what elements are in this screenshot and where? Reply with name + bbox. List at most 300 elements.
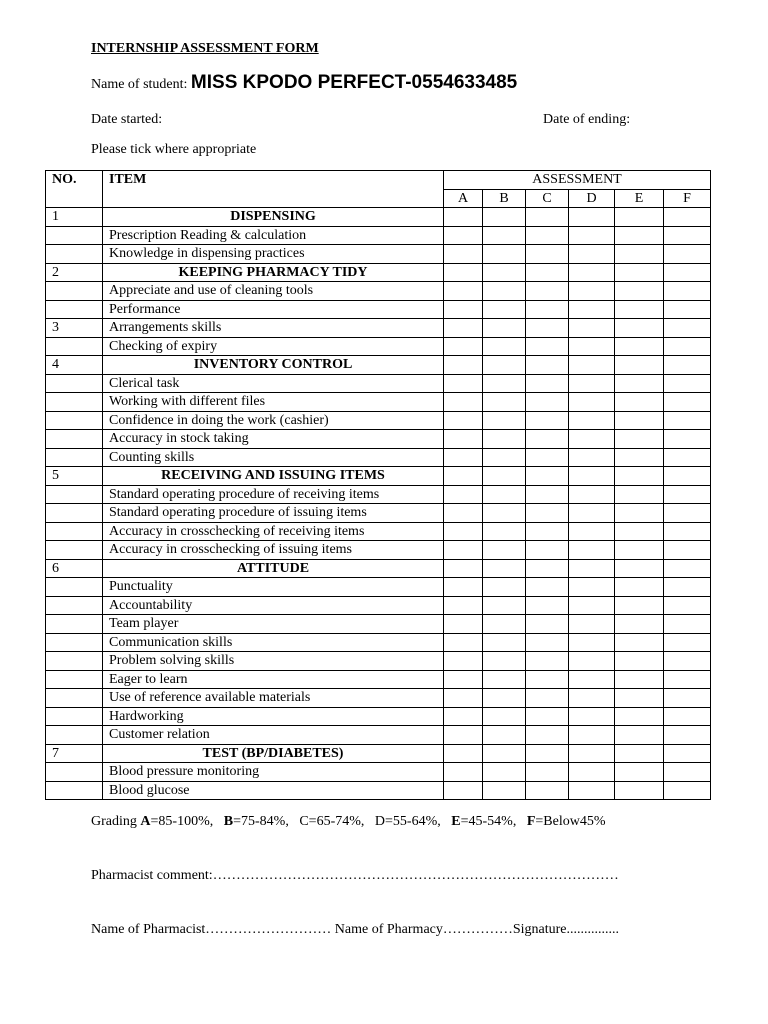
grade-cell-d[interactable] [569, 282, 615, 301]
grade-cell-d[interactable] [569, 522, 615, 541]
grade-cell-c[interactable] [526, 319, 569, 338]
table-row [46, 578, 711, 597]
grade-cell-b[interactable] [483, 763, 526, 782]
grade-letter-a: A [140, 814, 151, 829]
grade-cell-b[interactable] [483, 615, 526, 634]
grade-cell-f[interactable] [664, 300, 711, 319]
grade-cell-d[interactable] [569, 763, 615, 782]
section-row [46, 356, 711, 375]
grade-cell-e[interactable] [615, 504, 664, 523]
grade-range-a: =85-100%, [150, 814, 214, 829]
column-header-assessment: ASSESSMENT [444, 171, 711, 190]
grade-cell-d[interactable] [569, 652, 615, 671]
grade-cell-d[interactable] [569, 245, 615, 264]
row-number: 7 [46, 744, 103, 763]
grade-cell-a[interactable] [444, 374, 483, 393]
grade-cell-d[interactable] [569, 559, 615, 578]
grade-cell-f[interactable] [664, 652, 711, 671]
row-number [46, 652, 103, 671]
grade-cell-b[interactable] [483, 726, 526, 745]
grade-cell-a[interactable] [444, 319, 483, 338]
grade-cell-d[interactable] [569, 208, 615, 227]
grade-range-b: =75-84%, [233, 814, 289, 829]
grade-cell-a[interactable] [444, 448, 483, 467]
grade-cell-e[interactable] [615, 652, 664, 671]
grade-cell-c[interactable] [526, 337, 569, 356]
grade-cell-b[interactable] [483, 707, 526, 726]
grade-cell-e[interactable] [615, 245, 664, 264]
grade-cell-b[interactable] [483, 689, 526, 708]
grade-cell-f[interactable] [664, 763, 711, 782]
grade-cell-f[interactable] [664, 430, 711, 449]
item-label: Counting skills [103, 448, 444, 467]
grade-cell-a[interactable] [444, 226, 483, 245]
grade-cell-c[interactable] [526, 726, 569, 745]
section-heading: TEST (BP/DIABETES) [103, 744, 444, 763]
grade-cell-f[interactable] [664, 578, 711, 597]
grade-cell-b[interactable] [483, 522, 526, 541]
grade-cell-a[interactable] [444, 707, 483, 726]
item-label: Blood pressure monitoring [103, 763, 444, 782]
item-label: Performance [103, 300, 444, 319]
grade-cell-d[interactable] [569, 707, 615, 726]
grade-cell-f[interactable] [664, 781, 711, 800]
grade-cell-f[interactable] [664, 504, 711, 523]
grade-cell-b[interactable] [483, 226, 526, 245]
column-header-no: NO. [46, 171, 103, 208]
grade-cell-b[interactable] [483, 633, 526, 652]
item-label: Standard operating procedure of receiving items [103, 485, 444, 504]
table-row [46, 726, 711, 745]
grade-cell-c[interactable] [526, 763, 569, 782]
grade-cell-a[interactable] [444, 670, 483, 689]
grade-cell-c[interactable] [526, 300, 569, 319]
table-row [46, 337, 711, 356]
grade-cell-f[interactable] [664, 689, 711, 708]
grade-letter-e: E [451, 814, 461, 829]
grade-cell-b[interactable] [483, 319, 526, 338]
grade-cell-e[interactable] [615, 467, 664, 486]
grade-cell-d[interactable] [569, 744, 615, 763]
grade-range-d: =55-64%, [385, 814, 441, 829]
grade-cell-a[interactable] [444, 504, 483, 523]
grade-cell-e[interactable] [615, 356, 664, 375]
grade-cell-c[interactable] [526, 282, 569, 301]
grade-cell-a[interactable] [444, 763, 483, 782]
row-number [46, 430, 103, 449]
grade-cell-c[interactable] [526, 670, 569, 689]
grade-cell-f[interactable] [664, 226, 711, 245]
grade-cell-d[interactable] [569, 430, 615, 449]
item-label: Clerical task [103, 374, 444, 393]
table-row [46, 226, 711, 245]
item-label: Appreciate and use of cleaning tools [103, 282, 444, 301]
table-row [46, 615, 711, 634]
grade-cell-e[interactable] [615, 430, 664, 449]
grade-cell-b[interactable] [483, 374, 526, 393]
table-row [46, 781, 711, 800]
grade-cell-b[interactable] [483, 356, 526, 375]
grade-cell-e[interactable] [615, 726, 664, 745]
grade-cell-c[interactable] [526, 596, 569, 615]
grade-cell-b[interactable] [483, 448, 526, 467]
item-label: Use of reference available materials [103, 689, 444, 708]
grade-cell-a[interactable] [444, 245, 483, 264]
grade-cell-b[interactable] [483, 541, 526, 560]
grade-cell-a[interactable] [444, 744, 483, 763]
grade-cell-e[interactable] [615, 522, 664, 541]
row-number [46, 337, 103, 356]
grade-cell-f[interactable] [664, 633, 711, 652]
grade-cell-b[interactable] [483, 393, 526, 412]
grade-cell-f[interactable] [664, 263, 711, 282]
table-row [46, 485, 711, 504]
grade-header-d: D [569, 189, 615, 208]
grade-cell-b[interactable] [483, 411, 526, 430]
grade-cell-c[interactable] [526, 448, 569, 467]
assessment-table [45, 170, 711, 800]
grade-cell-d[interactable] [569, 615, 615, 634]
row-number [46, 226, 103, 245]
table-row [46, 670, 711, 689]
grade-cell-d[interactable] [569, 448, 615, 467]
grade-cell-d[interactable] [569, 541, 615, 560]
section-heading: DISPENSING [103, 208, 444, 227]
row-number: 6 [46, 559, 103, 578]
item-label: Standard operating procedure of issuing items [103, 504, 444, 523]
grade-cell-d[interactable] [569, 393, 615, 412]
grade-header-c: C [526, 189, 569, 208]
grade-cell-c[interactable] [526, 615, 569, 634]
grade-cell-a[interactable] [444, 263, 483, 282]
grade-cell-e[interactable] [615, 541, 664, 560]
grade-cell-a[interactable] [444, 726, 483, 745]
grade-cell-a[interactable] [444, 578, 483, 597]
grade-cell-b[interactable] [483, 208, 526, 227]
table-row [46, 522, 711, 541]
row-number [46, 781, 103, 800]
grade-cell-c[interactable] [526, 744, 569, 763]
grade-cell-d[interactable] [569, 781, 615, 800]
grade-cell-d[interactable] [569, 226, 615, 245]
row-number [46, 596, 103, 615]
section-heading: KEEPING PHARMACY TIDY [103, 263, 444, 282]
row-number [46, 504, 103, 523]
grading-legend [91, 814, 606, 830]
grade-cell-b[interactable] [483, 652, 526, 671]
grade-cell-d[interactable] [569, 356, 615, 375]
grade-cell-e[interactable] [615, 689, 664, 708]
pharmacist-comment-line: Pharmacist comment:…………………………………………………………………………… [91, 868, 619, 883]
grade-cell-c[interactable] [526, 263, 569, 282]
grade-cell-a[interactable] [444, 559, 483, 578]
grade-cell-d[interactable] [569, 300, 615, 319]
grade-cell-f[interactable] [664, 726, 711, 745]
grade-letter-d: D [374, 814, 386, 829]
item-label: Problem solving skills [103, 652, 444, 671]
grade-cell-d[interactable] [569, 485, 615, 504]
table-row [46, 504, 711, 523]
form-title: INTERNSHIP ASSESSMENT FORM [91, 41, 319, 56]
grade-cell-c[interactable] [526, 226, 569, 245]
item-label: Punctuality [103, 578, 444, 597]
grade-cell-b[interactable] [483, 485, 526, 504]
row-number [46, 411, 103, 430]
grade-cell-a[interactable] [444, 430, 483, 449]
grade-cell-f[interactable] [664, 522, 711, 541]
grade-cell-e[interactable] [615, 282, 664, 301]
grade-range-c: =65-74%, [308, 814, 365, 829]
row-number [46, 633, 103, 652]
section-heading: ATTITUDE [103, 559, 444, 578]
grade-cell-e[interactable] [615, 615, 664, 634]
grade-cell-c[interactable] [526, 707, 569, 726]
item-label: Accuracy in crosschecking of receiving items [103, 522, 444, 541]
row-number [46, 615, 103, 634]
grade-cell-a[interactable] [444, 781, 483, 800]
grade-cell-b[interactable] [483, 300, 526, 319]
grade-cell-a[interactable] [444, 467, 483, 486]
grade-cell-f[interactable] [664, 670, 711, 689]
grade-cell-e[interactable] [615, 670, 664, 689]
grade-cell-d[interactable] [569, 689, 615, 708]
grade-cell-f[interactable] [664, 707, 711, 726]
item-label: Eager to learn [103, 670, 444, 689]
grade-cell-b[interactable] [483, 559, 526, 578]
grade-cell-a[interactable] [444, 208, 483, 227]
grade-cell-b[interactable] [483, 263, 526, 282]
grade-cell-b[interactable] [483, 245, 526, 264]
pharmacist-signature-line: Name of Pharmacist……………………… Name of Pharmacy……………Signature............... [91, 922, 620, 937]
grade-cell-b[interactable] [483, 744, 526, 763]
grade-header-b: B [483, 189, 526, 208]
grade-cell-a[interactable] [444, 615, 483, 634]
row-number: 3 [46, 319, 103, 338]
row-number [46, 374, 103, 393]
grade-cell-f[interactable] [664, 485, 711, 504]
grade-cell-f[interactable] [664, 319, 711, 338]
grade-cell-e[interactable] [615, 707, 664, 726]
grade-cell-f[interactable] [664, 615, 711, 634]
student-name-label: Name of student: [91, 77, 191, 92]
grade-cell-a[interactable] [444, 393, 483, 412]
grade-cell-b[interactable] [483, 282, 526, 301]
grade-cell-c[interactable] [526, 633, 569, 652]
grade-cell-d[interactable] [569, 319, 615, 338]
row-number: 5 [46, 467, 103, 486]
table-row [46, 541, 711, 560]
row-number [46, 448, 103, 467]
grade-cell-b[interactable] [483, 430, 526, 449]
grade-cell-b[interactable] [483, 467, 526, 486]
grade-cell-a[interactable] [444, 652, 483, 671]
instruction-text: Please tick where appropriate [91, 142, 257, 157]
table-row [46, 596, 711, 615]
grade-cell-e[interactable] [615, 393, 664, 412]
section-row [46, 208, 711, 227]
item-label: Blood glucose [103, 781, 444, 800]
item-label: Working with different files [103, 393, 444, 412]
grade-cell-d[interactable] [569, 467, 615, 486]
grade-cell-d[interactable] [569, 504, 615, 523]
grade-cell-d[interactable] [569, 578, 615, 597]
row-number [46, 763, 103, 782]
grade-cell-e[interactable] [615, 763, 664, 782]
grade-cell-f[interactable] [664, 245, 711, 264]
row-number: 1 [46, 208, 103, 227]
table-row [46, 282, 711, 301]
grade-cell-b[interactable] [483, 781, 526, 800]
grade-cell-e[interactable] [615, 596, 664, 615]
grade-cell-f[interactable] [664, 282, 711, 301]
grade-cell-c[interactable] [526, 559, 569, 578]
date-ending-label: Date of ending: [543, 112, 631, 127]
section-heading: INVENTORY CONTROL [103, 356, 444, 375]
item-label: Hardworking [103, 707, 444, 726]
grade-cell-f[interactable] [664, 411, 711, 430]
grade-cell-d[interactable] [569, 411, 615, 430]
grade-cell-f[interactable] [664, 559, 711, 578]
grade-cell-f[interactable] [664, 337, 711, 356]
grade-cell-c[interactable] [526, 522, 569, 541]
table-row [46, 245, 711, 264]
grade-cell-c[interactable] [526, 652, 569, 671]
grade-cell-e[interactable] [615, 411, 664, 430]
table-row [46, 319, 711, 338]
grade-cell-f[interactable] [664, 208, 711, 227]
grade-letter-c: C [299, 814, 309, 829]
grade-cell-c[interactable] [526, 208, 569, 227]
grade-cell-c[interactable] [526, 356, 569, 375]
row-number [46, 485, 103, 504]
grade-cell-f[interactable] [664, 448, 711, 467]
item-label: Accuracy in stock taking [103, 430, 444, 449]
table-row [46, 430, 711, 449]
grade-header-e: E [615, 189, 664, 208]
grade-letter-f: F [526, 814, 536, 829]
grade-cell-c[interactable] [526, 541, 569, 560]
item-label: Communication skills [103, 633, 444, 652]
table-row [46, 411, 711, 430]
row-number: 2 [46, 263, 103, 282]
grade-cell-f[interactable] [664, 467, 711, 486]
grade-cell-d[interactable] [569, 596, 615, 615]
grade-cell-a[interactable] [444, 337, 483, 356]
column-header-item: ITEM [103, 171, 444, 208]
section-row [46, 559, 711, 578]
grade-cell-e[interactable] [615, 781, 664, 800]
grade-cell-d[interactable] [569, 374, 615, 393]
table-row [46, 448, 711, 467]
grade-cell-e[interactable] [615, 337, 664, 356]
grade-range-e: =45-54%, [460, 814, 517, 829]
row-number [46, 578, 103, 597]
grade-cell-f[interactable] [664, 744, 711, 763]
grade-cell-e[interactable] [615, 263, 664, 282]
grade-cell-a[interactable] [444, 300, 483, 319]
grade-cell-c[interactable] [526, 467, 569, 486]
row-number [46, 707, 103, 726]
section-row [46, 467, 711, 486]
grade-cell-f[interactable] [664, 356, 711, 375]
grade-cell-c[interactable] [526, 689, 569, 708]
grade-cell-a[interactable] [444, 689, 483, 708]
grading-prefix: Grading [91, 814, 141, 829]
grade-cell-a[interactable] [444, 356, 483, 375]
grade-cell-f[interactable] [664, 393, 711, 412]
grade-cell-c[interactable] [526, 245, 569, 264]
grade-cell-e[interactable] [615, 559, 664, 578]
grade-cell-c[interactable] [526, 411, 569, 430]
table-row [46, 763, 711, 782]
grade-cell-e[interactable] [615, 300, 664, 319]
row-number [46, 541, 103, 560]
grade-cell-a[interactable] [444, 411, 483, 430]
grade-cell-a[interactable] [444, 541, 483, 560]
grade-cell-b[interactable] [483, 596, 526, 615]
grade-cell-d[interactable] [569, 633, 615, 652]
table-row [46, 374, 711, 393]
grade-cell-e[interactable] [615, 485, 664, 504]
section-heading: RECEIVING AND ISSUING ITEMS [103, 467, 444, 486]
item-label: Checking of expiry [103, 337, 444, 356]
grade-cell-a[interactable] [444, 596, 483, 615]
grade-cell-e[interactable] [615, 744, 664, 763]
row-number [46, 300, 103, 319]
grade-cell-c[interactable] [526, 504, 569, 523]
grade-cell-d[interactable] [569, 670, 615, 689]
grade-cell-e[interactable] [615, 448, 664, 467]
grade-cell-c[interactable] [526, 578, 569, 597]
grade-cell-a[interactable] [444, 633, 483, 652]
grade-cell-d[interactable] [569, 726, 615, 745]
grade-cell-c[interactable] [526, 781, 569, 800]
grade-cell-d[interactable] [569, 337, 615, 356]
grade-cell-c[interactable] [526, 430, 569, 449]
item-label: Accountability [103, 596, 444, 615]
grade-cell-f[interactable] [664, 596, 711, 615]
grade-cell-e[interactable] [615, 374, 664, 393]
grade-cell-b[interactable] [483, 670, 526, 689]
grade-cell-b[interactable] [483, 337, 526, 356]
grade-cell-f[interactable] [664, 541, 711, 560]
item-label: Confidence in doing the work (cashier) [103, 411, 444, 430]
item-label: Knowledge in dispensing practices [103, 245, 444, 264]
grade-cell-d[interactable] [569, 263, 615, 282]
grade-cell-e[interactable] [615, 226, 664, 245]
grade-cell-c[interactable] [526, 393, 569, 412]
grade-cell-e[interactable] [615, 208, 664, 227]
grade-cell-e[interactable] [615, 578, 664, 597]
student-name-value: MISS KPODO PERFECT-0554633485 [190, 72, 518, 93]
row-number [46, 282, 103, 301]
item-label: Customer relation [103, 726, 444, 745]
grade-cell-a[interactable] [444, 282, 483, 301]
grade-cell-e[interactable] [615, 633, 664, 652]
grade-cell-c[interactable] [526, 374, 569, 393]
grade-cell-e[interactable] [615, 319, 664, 338]
grade-cell-b[interactable] [483, 578, 526, 597]
item-label: Arrangements skills [103, 319, 444, 338]
grade-cell-b[interactable] [483, 504, 526, 523]
grade-cell-a[interactable] [444, 522, 483, 541]
date-started-label: Date started: [91, 112, 163, 127]
grade-cell-c[interactable] [526, 485, 569, 504]
grade-cell-f[interactable] [664, 374, 711, 393]
section-row [46, 744, 711, 763]
grade-header-a: A [444, 189, 483, 208]
grade-cell-a[interactable] [444, 485, 483, 504]
